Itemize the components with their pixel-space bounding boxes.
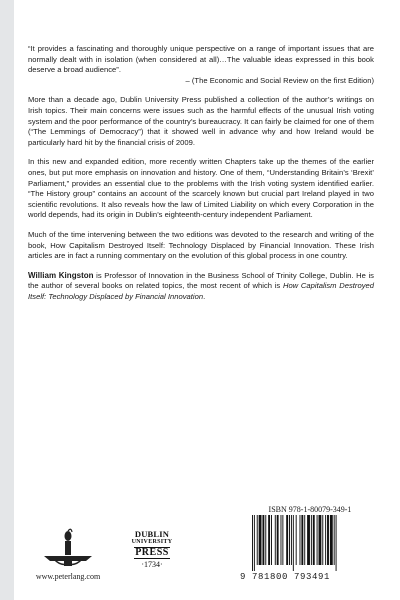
barcode-bar <box>327 515 329 565</box>
author-name: William Kingston <box>28 270 94 280</box>
peter-lang-symbol-icon <box>40 528 96 568</box>
paragraph-new-edition: In this new and expanded edition, more recently written Chapters take up the themes of the earlier ones, but put more emphasis on innovation and history. One of them, “Understanding Britain’s ‘Brexit’ Parliament,” provides an essential clue to the problems with the Irish voting system identified earlier. “The History group” contains an account of the scarcely known but crucial part Ireland played in two scientific revolutions. It also reveals how the law of Limited Liability on which every Corporation in the world depends, had its origin in Dublin’s eighteenth-century independent Parliament. <box>28 157 374 220</box>
review-quote-text: “It provides a fascinating and thoroughly unique perspective on a range of important issues that are normally dealt with in isolation (when considered at all)…The valuable ideas expressed in this book deserve a broad audience”. <box>28 44 374 75</box>
barcode-bar <box>313 515 315 565</box>
barcode-bar <box>257 515 258 565</box>
barcode-digits: 9 781800 793491 <box>240 572 331 582</box>
press-line-dublin: DUBLIN <box>134 529 170 539</box>
barcode-bar <box>286 515 288 565</box>
barcode-bar <box>325 515 326 565</box>
barcode-bar <box>252 515 253 571</box>
author-bio-text: is Professor of Innovation in the Business School of Trinity College, Dublin. He is the author of several books on related topics, the most recent of which is <box>28 270 374 291</box>
press-line-university: UNIVERSITY <box>131 539 173 545</box>
barcode-bar <box>275 515 276 565</box>
review-attribution: – (The Economic and Social Review on the first Edition) <box>185 75 374 85</box>
barcode-bar <box>334 515 335 565</box>
barcode-bar <box>282 515 283 565</box>
dublin-university-press-logo <box>130 530 174 578</box>
press-year: ·1734· <box>141 560 163 569</box>
isbn-barcode <box>240 504 380 588</box>
back-cover-text <box>28 44 374 311</box>
author-bio <box>28 271 374 303</box>
barcode-bar <box>336 515 337 571</box>
barcode-bar <box>300 515 301 565</box>
barcode-bar <box>304 515 305 565</box>
barcode-bar <box>296 515 297 565</box>
publisher-url: www.peterlang.com <box>35 572 101 581</box>
paragraph-intro: More than a decade ago, Dublin University Press published a collection of the author’s writings on Irish topics. Their main concerns were issues such as the harmful effects of the unusual Irish voting system and the poor performance of the country’s bureaucracy. It can fairly be claimed for one of them (“The Lemmings of Democracy”) that it showed well in advance why and how Ireland would be particularly hard hit by the financial crisis of 2009. <box>28 95 374 147</box>
barcode-bar <box>262 515 264 565</box>
peter-lang-logo <box>28 528 108 588</box>
barcode-bar <box>311 515 312 565</box>
barcode-bar <box>293 515 294 571</box>
barcode-bar <box>259 515 262 565</box>
barcode-bar <box>277 515 279 565</box>
barcode-bar <box>319 515 322 565</box>
spine-edge <box>0 0 14 600</box>
press-line-press: PRESS <box>135 547 169 558</box>
barcode-bar <box>254 515 255 571</box>
barcode-bar <box>289 515 290 565</box>
barcode-bar <box>291 515 292 565</box>
barcode-bar <box>317 515 318 565</box>
author-bio-end: . <box>203 291 206 301</box>
barcode-bar <box>271 515 272 565</box>
isbn-label: ISBN 978-1-80079-349-1 <box>268 505 352 514</box>
barcode-bar <box>322 515 323 565</box>
barcode-bar <box>281 515 282 565</box>
barcode-bars <box>250 515 376 571</box>
paragraph-book: Much of the time intervening between the two editions was devoted to the research and writing of the book, How Capitalism Destroyed Itself: Technology Displaced by Financial Innovation. These Irish articles are in fact a running commentary on the evolution of this global process in one country. <box>28 229 374 261</box>
barcode-bar <box>265 515 266 565</box>
review-quote <box>28 44 374 86</box>
barcode-bar <box>301 515 303 565</box>
barcode-bar <box>330 515 333 565</box>
author-book-title: How Capitalism Destroyed Itself: Technology Displaced by Financial Innovation <box>28 281 374 301</box>
barcode-bar <box>307 515 310 565</box>
barcode-bar <box>268 515 270 565</box>
